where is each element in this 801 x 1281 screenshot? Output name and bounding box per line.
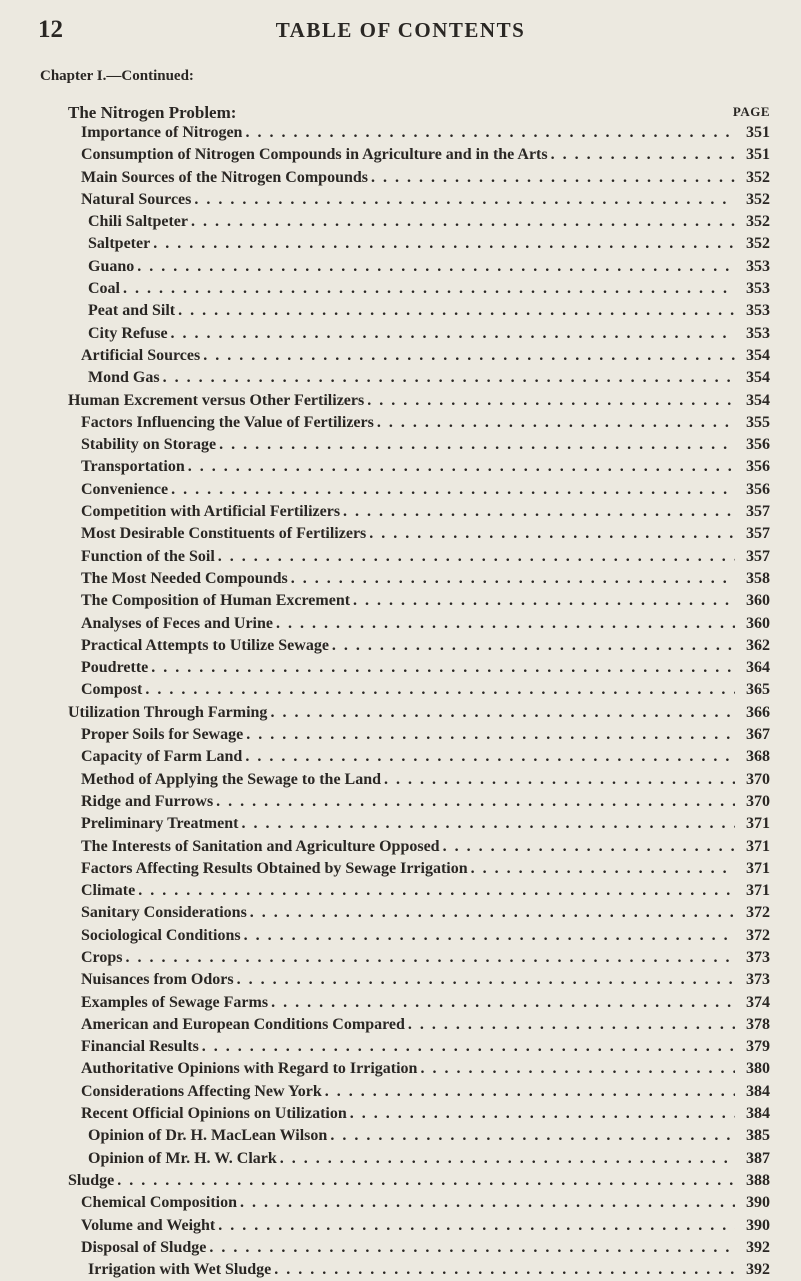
toc-entry-page: 380: [746, 1060, 770, 1078]
toc-entry-title: City Refuse: [88, 324, 168, 342]
toc-entry: [81, 1192, 770, 1214]
toc-entry-page: 368: [746, 748, 770, 766]
toc-entry: [88, 1125, 770, 1147]
dot-leader: [178, 300, 735, 322]
toc-entry-title: Peat and Silt: [88, 302, 176, 320]
toc-entry: [68, 702, 770, 724]
dot-leader: [443, 836, 735, 858]
toc-entry-title: The Composition of Human Excrement: [81, 592, 351, 610]
toc-entry-page: 355: [746, 413, 770, 431]
toc-entry-page: 392: [746, 1261, 770, 1279]
toc-entry-title: Artificial Sources: [81, 346, 201, 364]
toc-entry: [81, 679, 770, 701]
dot-leader: [371, 167, 735, 189]
toc-entry: [81, 1237, 770, 1259]
toc-entry-title: Financial Results: [81, 1038, 199, 1056]
toc-entry-title: Sludge: [68, 1171, 115, 1189]
toc-entry-page: 362: [746, 636, 770, 654]
toc-entry-title: Poudrette: [81, 659, 149, 677]
dot-leader: [325, 1081, 735, 1103]
dot-leader: [240, 1192, 735, 1214]
toc-entry-page: 356: [746, 458, 770, 476]
toc-entry: [81, 167, 770, 189]
toc-entry-page: 360: [746, 592, 770, 610]
toc-entry-page: 365: [746, 681, 770, 699]
toc-entry-title: Importance of Nitrogen: [81, 124, 243, 141]
toc-entry: [81, 925, 770, 947]
toc-entry-title: Factors Affecting Results Obtained by Sewage Irrigation: [81, 859, 468, 877]
toc-entry-page: 378: [746, 1015, 770, 1033]
toc-entry-title: Opinion of Mr. H. W. Clark: [88, 1149, 277, 1167]
toc-entry-page: 353: [746, 302, 770, 320]
dot-leader: [153, 233, 735, 255]
toc-entry: [81, 657, 770, 679]
toc-entry-title: Saltpeter: [88, 235, 151, 253]
toc-entry: [81, 813, 770, 835]
toc-entry: [81, 992, 770, 1014]
toc-entry-title: Considerations Affecting New York: [81, 1082, 322, 1100]
toc-entry: [68, 1170, 770, 1192]
dot-leader: [171, 323, 735, 345]
dot-leader: [203, 345, 735, 367]
dot-leader: [171, 479, 735, 501]
toc-entry-title: Stability on Storage: [81, 436, 217, 454]
toc-entry-title: Human Excrement versus Other Fertilizers: [68, 391, 365, 409]
dot-leader: [216, 791, 735, 813]
toc-entry-page: 371: [746, 882, 770, 900]
toc-entry-page: 371: [746, 837, 770, 855]
toc-entry: [88, 367, 770, 389]
toc-entry-page: 370: [746, 792, 770, 810]
dot-leader: [377, 412, 735, 434]
dot-leader: [367, 390, 735, 412]
toc-entry-page: 353: [746, 280, 770, 298]
toc-entry-page: 387: [746, 1149, 770, 1167]
toc-entry-title: Competition with Artificial Fertilizers: [81, 503, 341, 521]
toc-entry: [88, 211, 770, 233]
chapter-heading: Chapter I.—Continued:: [40, 68, 194, 84]
toc-entry-title: Chili Saltpeter: [88, 213, 188, 231]
toc-entry-title: Chemical Composition: [81, 1194, 237, 1212]
toc-entry-page: 366: [746, 703, 770, 721]
dot-leader: [271, 992, 735, 1014]
toc-entry-page: 352: [746, 235, 770, 253]
toc-entry-page: 390: [746, 1194, 770, 1212]
dot-leader: [384, 769, 735, 791]
toc-entry: [81, 969, 770, 991]
toc-entry-page: 353: [746, 324, 770, 342]
toc-entry-title: Opinion of Dr. H. MacLean Wilson: [88, 1127, 328, 1145]
toc-entry-page: 358: [746, 569, 770, 587]
toc-entry-page: 370: [746, 770, 770, 788]
toc-entry-title: American and European Conditions Compared: [81, 1015, 405, 1033]
toc-entry: [81, 836, 770, 858]
dot-leader: [291, 568, 735, 590]
toc-entry-title: Nuisances from Odors: [81, 971, 234, 989]
toc-entry-title: Ridge and Furrows: [81, 792, 214, 810]
toc-entry-page: 354: [746, 391, 770, 409]
toc-entry: [81, 1103, 770, 1125]
dot-leader: [126, 947, 736, 969]
running-title: TABLE OF CONTENTS: [275, 18, 526, 42]
toc-entry-page: 352: [746, 190, 770, 208]
toc-entry: [81, 1081, 770, 1103]
toc-entry-title: Consumption of Nitrogen Compounds in Agriculture and in the Arts: [81, 146, 548, 164]
toc-entry: [88, 256, 770, 278]
toc-entry: [81, 1036, 770, 1058]
toc-entry: [88, 1259, 770, 1281]
toc-entry-page: 351: [746, 124, 770, 141]
dot-leader: [145, 679, 735, 701]
toc-entry: [81, 523, 770, 545]
dot-leader: [237, 969, 735, 991]
page-header: [0, 16, 801, 44]
table-of-contents: [0, 122, 801, 1281]
toc-entry-page: 367: [746, 726, 770, 744]
toc-entry: [68, 390, 770, 412]
toc-entry-title: Method of Applying the Sewage to the Land: [81, 770, 382, 788]
toc-entry: [81, 434, 770, 456]
toc-entry-title: Utilization Through Farming: [68, 703, 268, 721]
toc-entry-title: Natural Sources: [81, 190, 192, 208]
toc-entry-title: Main Sources of the Nitrogen Compounds: [81, 168, 368, 186]
toc-entry: [81, 902, 770, 924]
dot-leader: [274, 1259, 735, 1281]
dot-leader: [137, 256, 735, 278]
toc-entry-page: 371: [746, 815, 770, 833]
dot-leader: [209, 1237, 735, 1259]
dot-leader: [330, 1125, 735, 1147]
toc-entry-title: Examples of Sewage Farms: [81, 993, 269, 1011]
dot-leader: [218, 546, 735, 568]
toc-entry-title: Practical Attempts to Utilize Sewage: [81, 636, 329, 654]
toc-entry-title: Climate: [81, 882, 136, 900]
toc-entry-page: 360: [746, 614, 770, 632]
toc-entry-title: Transportation: [81, 458, 185, 476]
dot-leader: [219, 434, 735, 456]
toc-entry-title: The Interests of Sanitation and Agriculture Opposed: [81, 837, 440, 855]
toc-entry: [81, 479, 770, 501]
dot-leader: [332, 635, 735, 657]
toc-entry-title: Authoritative Opinions with Regard to Irrigation: [81, 1060, 418, 1078]
toc-entry: [81, 858, 770, 880]
toc-entry-title: Irrigation with Wet Sludge: [88, 1261, 272, 1279]
toc-entry-page: 352: [746, 168, 770, 186]
toc-entry-title: The Most Needed Compounds: [81, 569, 288, 587]
toc-entry-page: 388: [746, 1171, 770, 1189]
toc-entry: [81, 412, 770, 434]
dot-leader: [471, 858, 735, 880]
toc-entry: [81, 1058, 770, 1080]
toc-entry-page: 390: [746, 1216, 770, 1234]
toc-entry-title: Preliminary Treatment: [81, 815, 239, 833]
dot-leader: [151, 657, 735, 679]
toc-entry-page: 351: [746, 146, 770, 164]
toc-entry: [81, 189, 770, 211]
toc-entry: [81, 501, 770, 523]
dot-leader: [280, 1148, 735, 1170]
toc-entry-page: 357: [746, 525, 770, 543]
toc-entry-title: Most Desirable Constituents of Fertilizers: [81, 525, 367, 543]
toc-entry-title: Convenience: [81, 480, 169, 498]
dot-leader: [246, 724, 735, 746]
toc-entry: [81, 947, 770, 969]
toc-entry: [81, 635, 770, 657]
toc-entry-title: Coal: [88, 280, 120, 298]
dot-leader: [194, 189, 735, 211]
toc-entry-page: 371: [746, 859, 770, 877]
toc-entry: [81, 791, 770, 813]
toc-entry-page: 353: [746, 257, 770, 275]
dot-leader: [123, 278, 735, 300]
toc-entry-page: 354: [746, 346, 770, 364]
page-column-label: PAGE: [732, 104, 770, 119]
toc-entry: [81, 724, 770, 746]
toc-entry-page: 364: [746, 659, 770, 677]
dot-leader: [244, 925, 735, 947]
toc-entry-title: Capacity of Farm Land: [81, 748, 243, 766]
dot-leader: [117, 1170, 735, 1192]
toc-entry: [81, 122, 770, 144]
dot-leader: [408, 1014, 735, 1036]
toc-entry: [88, 233, 770, 255]
toc-entry-title: Factors Influencing the Value of Fertilizers: [81, 413, 374, 431]
toc-entry-page: 384: [746, 1105, 770, 1123]
toc-entry-page: 392: [746, 1238, 770, 1256]
toc-entry-title: Sociological Conditions: [81, 926, 241, 944]
toc-entry: [88, 323, 770, 345]
toc-entry: [81, 613, 770, 635]
dot-leader: [551, 144, 735, 166]
dot-leader: [138, 880, 735, 902]
dot-leader: [353, 590, 735, 612]
dot-leader: [202, 1036, 735, 1058]
toc-entry: [81, 144, 770, 166]
toc-entry-page: 356: [746, 480, 770, 498]
toc-entry-title: Disposal of Sludge: [81, 1238, 207, 1256]
dot-leader: [350, 1103, 735, 1125]
dot-leader: [241, 813, 735, 835]
dot-leader: [270, 702, 735, 724]
toc-entry: [88, 300, 770, 322]
toc-entry-page: 372: [746, 926, 770, 944]
toc-entry-title: Recent Official Opinions on Utilization: [81, 1105, 347, 1123]
dot-leader: [369, 523, 735, 545]
dot-leader: [343, 501, 735, 523]
toc-entry-title: Analyses of Feces and Urine: [81, 614, 273, 632]
toc-entry-page: 384: [746, 1082, 770, 1100]
dot-leader: [276, 613, 735, 635]
toc-entry-page: 385: [746, 1127, 770, 1145]
toc-entry-title: Sanitary Considerations: [81, 904, 247, 922]
toc-entry-page: 356: [746, 436, 770, 454]
toc-entry-title: Compost: [81, 681, 143, 699]
dot-leader: [420, 1058, 735, 1080]
page-number: 12: [38, 16, 63, 43]
toc-entry-title: Volume and Weight: [81, 1216, 216, 1234]
toc-entry-page: 372: [746, 904, 770, 922]
toc-entry-page: 373: [746, 948, 770, 966]
toc-entry: [81, 456, 770, 478]
toc-entry-page: 352: [746, 213, 770, 231]
toc-entry: [81, 746, 770, 768]
toc-entry-page: 374: [746, 993, 770, 1011]
toc-entry: [81, 1215, 770, 1237]
toc-entry: [88, 278, 770, 300]
toc-entry-page: 373: [746, 971, 770, 989]
section-title: The Nitrogen Problem:: [68, 103, 237, 122]
dot-leader: [245, 746, 735, 768]
toc-entry-page: 357: [746, 503, 770, 521]
toc-entry: [88, 1148, 770, 1170]
toc-entry-title: Guano: [88, 257, 135, 275]
dot-leader: [245, 122, 735, 144]
toc-entry-title: Crops: [81, 948, 123, 966]
toc-entry-title: Function of the Soil: [81, 547, 215, 565]
toc-entry: [81, 546, 770, 568]
dot-leader: [218, 1215, 735, 1237]
toc-entry-page: 357: [746, 547, 770, 565]
toc-entry: [81, 345, 770, 367]
dot-leader: [191, 211, 735, 233]
toc-entry: [81, 568, 770, 590]
dot-leader: [188, 456, 735, 478]
toc-entry: [81, 880, 770, 902]
toc-entry-title: Proper Soils for Sewage: [81, 726, 244, 744]
toc-entry: [81, 590, 770, 612]
toc-entry-page: 354: [746, 369, 770, 387]
toc-entry-title: Mond Gas: [88, 369, 160, 387]
toc-entry-page: 379: [746, 1038, 770, 1056]
dot-leader: [163, 367, 735, 389]
dot-leader: [250, 902, 735, 924]
toc-entry: [81, 769, 770, 791]
toc-entry: [81, 1014, 770, 1036]
